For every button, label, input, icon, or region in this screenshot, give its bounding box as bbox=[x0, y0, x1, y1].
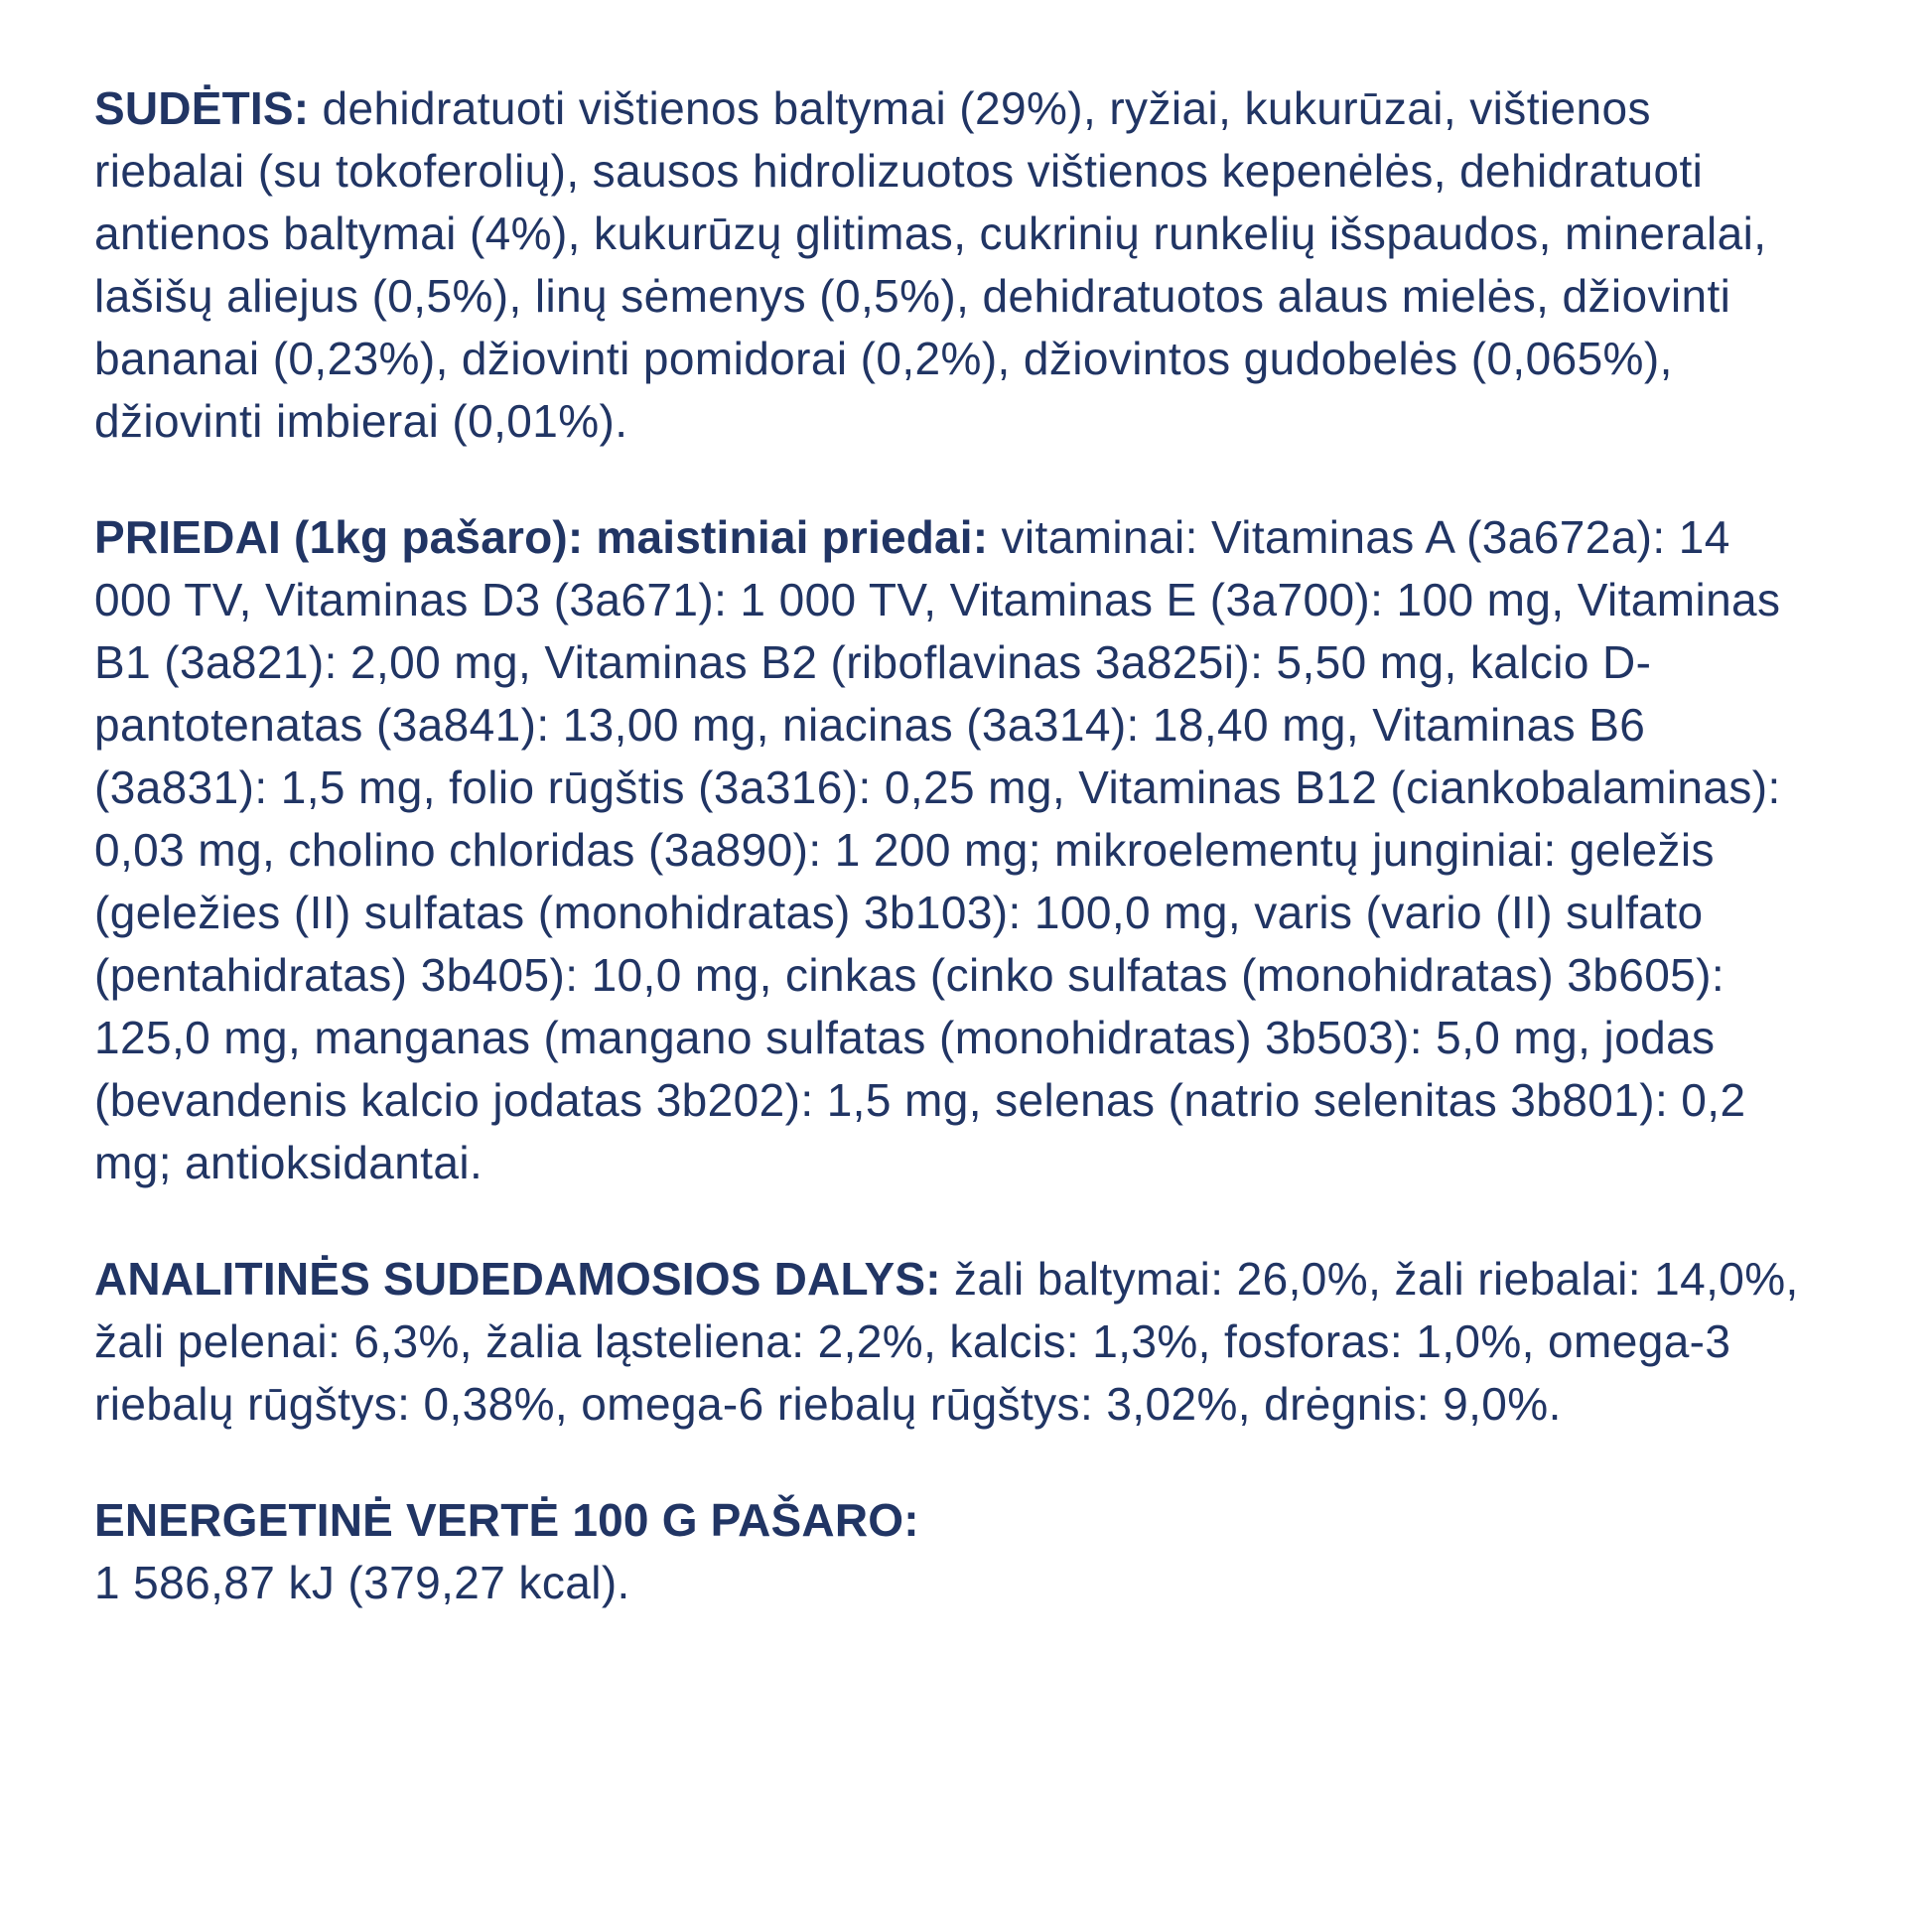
composition-body: dehidratuoti vištienos baltymai (29%), ryžiai, kukurūzai, vištienos riebalai (su tokoferolių), sausos hidrolizuotos vištienos kepenėlės, dehidratuoti antienos baltymai (4%), kukurūzų glitimas, cukrinių runkelių išspaudos, mineralai, lašišų aliejus (0,5%), linų sėmenys (0,5%), dehidratuotos alaus mielės, džiovinti bananai (0,23%), džiovinti pomidorai (0,2%), džiovintos gudobelės (0,065%), džiovinti imbierai (0,01%). bbox=[94, 82, 1767, 447]
analytical-constituents-section bbox=[94, 1248, 1812, 1436]
additives-heading: PRIEDAI (1kg pašaro): maistiniai priedai: bbox=[94, 511, 989, 563]
composition-heading: SUDĖTIS: bbox=[94, 82, 310, 134]
energy-value-body: 1 586,87 kJ (379,27 kcal). bbox=[94, 1557, 630, 1608]
energy-value-section bbox=[94, 1489, 1812, 1614]
additives-section bbox=[94, 506, 1812, 1194]
energy-value-heading: ENERGETINĖ VERTĖ 100 G PAŠARO: bbox=[94, 1494, 919, 1546]
composition-section bbox=[94, 77, 1812, 453]
additives-body: vitaminai: Vitaminas A (3a672a): 14 000 TV, Vitaminas D3 (3a671): 1 000 TV, Vitaminas E (3a700): 100 mg, Vitaminas B1 (3a821): 2,00 mg, Vitaminas B2 (riboflavinas 3a825i): 5,50 mg, kalcio D-pantotenatas (3a841): 13,00 mg, niacinas (3a314): 18,40 mg, Vitaminas B6 (3a831): 1,5 mg, folio rūgštis (3a316): 0,25 mg, Vitaminas B12 (ciankobalaminas): 0,03 mg, cholino chloridas (3a890): 1 200 mg; mikroelementų junginiai: geležis (geležies (II) sulfatas (monohidratas) 3b103): 100,0 mg, varis (vario (II) sulfato (pentahidratas) 3b405): 10,0 mg, cinkas (cinko sulfatas (monohidratas) 3b605): 125,0 mg, manganas (mangano sulfatas (monohidratas) 3b503): 5,0 mg, jodas (bevandenis kalcio jodatas 3b202): 1,5 mg, selenas (natrio selenitas 3b801): 0,2 mg; antioksidantai. bbox=[94, 511, 1781, 1188]
analytical-constituents-heading: ANALITINĖS SUDEDAMOSIOS DALYS: bbox=[94, 1253, 941, 1305]
analytical-constituents-body: žali baltymai: 26,0%, žali riebalai: 14,0%, žali pelenai: 6,3%, žalia ląsteliena: 2,2%, kalcis: 1,3%, fosforas: 1,0%, omega-3 riebalų rūgštys: 0,38%, omega-6 riebalų rūgštys: 3,02%, drėgnis: 9,0%. bbox=[94, 1253, 1799, 1430]
